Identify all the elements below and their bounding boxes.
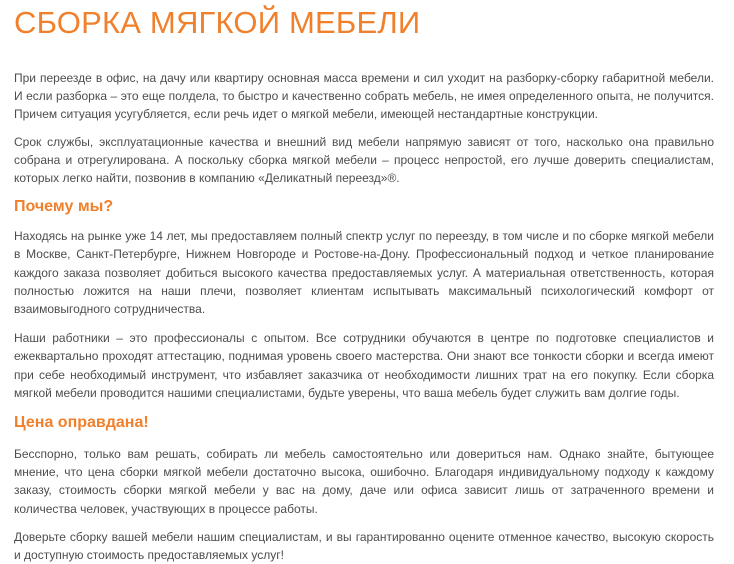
section-heading-price: Цена оправдана! xyxy=(14,414,149,432)
price-paragraph-2: Доверьте сборку вашей мебели нашим специалистам, и вы гарантированно оцените отменное качество, высокую скорость и доступную стоимость предоставляемых услуг! xyxy=(14,529,714,563)
section-heading-why-us: Почему мы? xyxy=(14,198,114,216)
intro-paragraph-2: Срок службы, эксплуатационные качества и внешний вид мебели напрямую зависят от того, насколько она правильно собрана и отрегулирована. А поскольку сборка мягкой мебели – процесс непростой, его лучше доверить специалистам, которых легко найти, позвонив в компанию «Деликатный переезд»®. xyxy=(14,134,714,186)
page-title: СБОРКА МЯГКОЙ МЕБЕЛИ xyxy=(14,5,421,40)
why-us-paragraph-1: Находясь на рынке уже 14 лет, мы предоставляем полный спектр услуг по переезду, в том числе и по сборке мягкой мебели в Москве, Санкт-Петербурге, Нижнем Новгороде и Ростове-на-Дону. Профессиональный подход и четкое планирование каждого заказа позволяет добиться высокого качества предоставляемых услуг. А материальная ответственность, которая полностью ложится на наши плечи, позволяет клиентам испытывать максимальный психологический комфорт от взаимовыгодного сотрудничества. xyxy=(14,229,714,317)
intro-paragraph-1: При переезде в офис, на дачу или квартиру основная масса времени и сил уходит на разборку-сборку габаритной мебели. И если разборка – это еще полдела, то быстро и качественно собрать мебель, не имея определенного опыта, не получится. Причем ситуация усугубляется, если речь идет о мягкой мебели, имеющей нестандартные конструкции. xyxy=(14,71,714,122)
price-paragraph-1: Бесспорно, только вам решать, собирать ли мебель самостоятельно или довериться нам. Однако знайте, бытующее мнение, что цена сборки мягкой мебели достаточно высока, ошибочно. Благодаря индивидуальному подходу к каждому заказу, стоимость сборки мягкой мебели у вас на дому, даче или офиса зависит лишь от затраченного времени и количества человек, участвующих в процессе работы. xyxy=(14,447,714,516)
why-us-paragraph-2: Наши работники – это профессионалы с опытом. Все сотрудники обучаются в центре по подготовке специалистов и ежеквартально проходят аттестацию, поднимая уровень своего мастерства. Они знают все тонкости сборки и всегда имеют при себе необходимый инструмент, что избавляет заказчика от необходимости лишних трат на его покупку. Если сборка мягкой мебели проводится нашими специалистами, будьте уверены, что ваша мебель будет служить вам долгие годы. xyxy=(14,331,714,400)
